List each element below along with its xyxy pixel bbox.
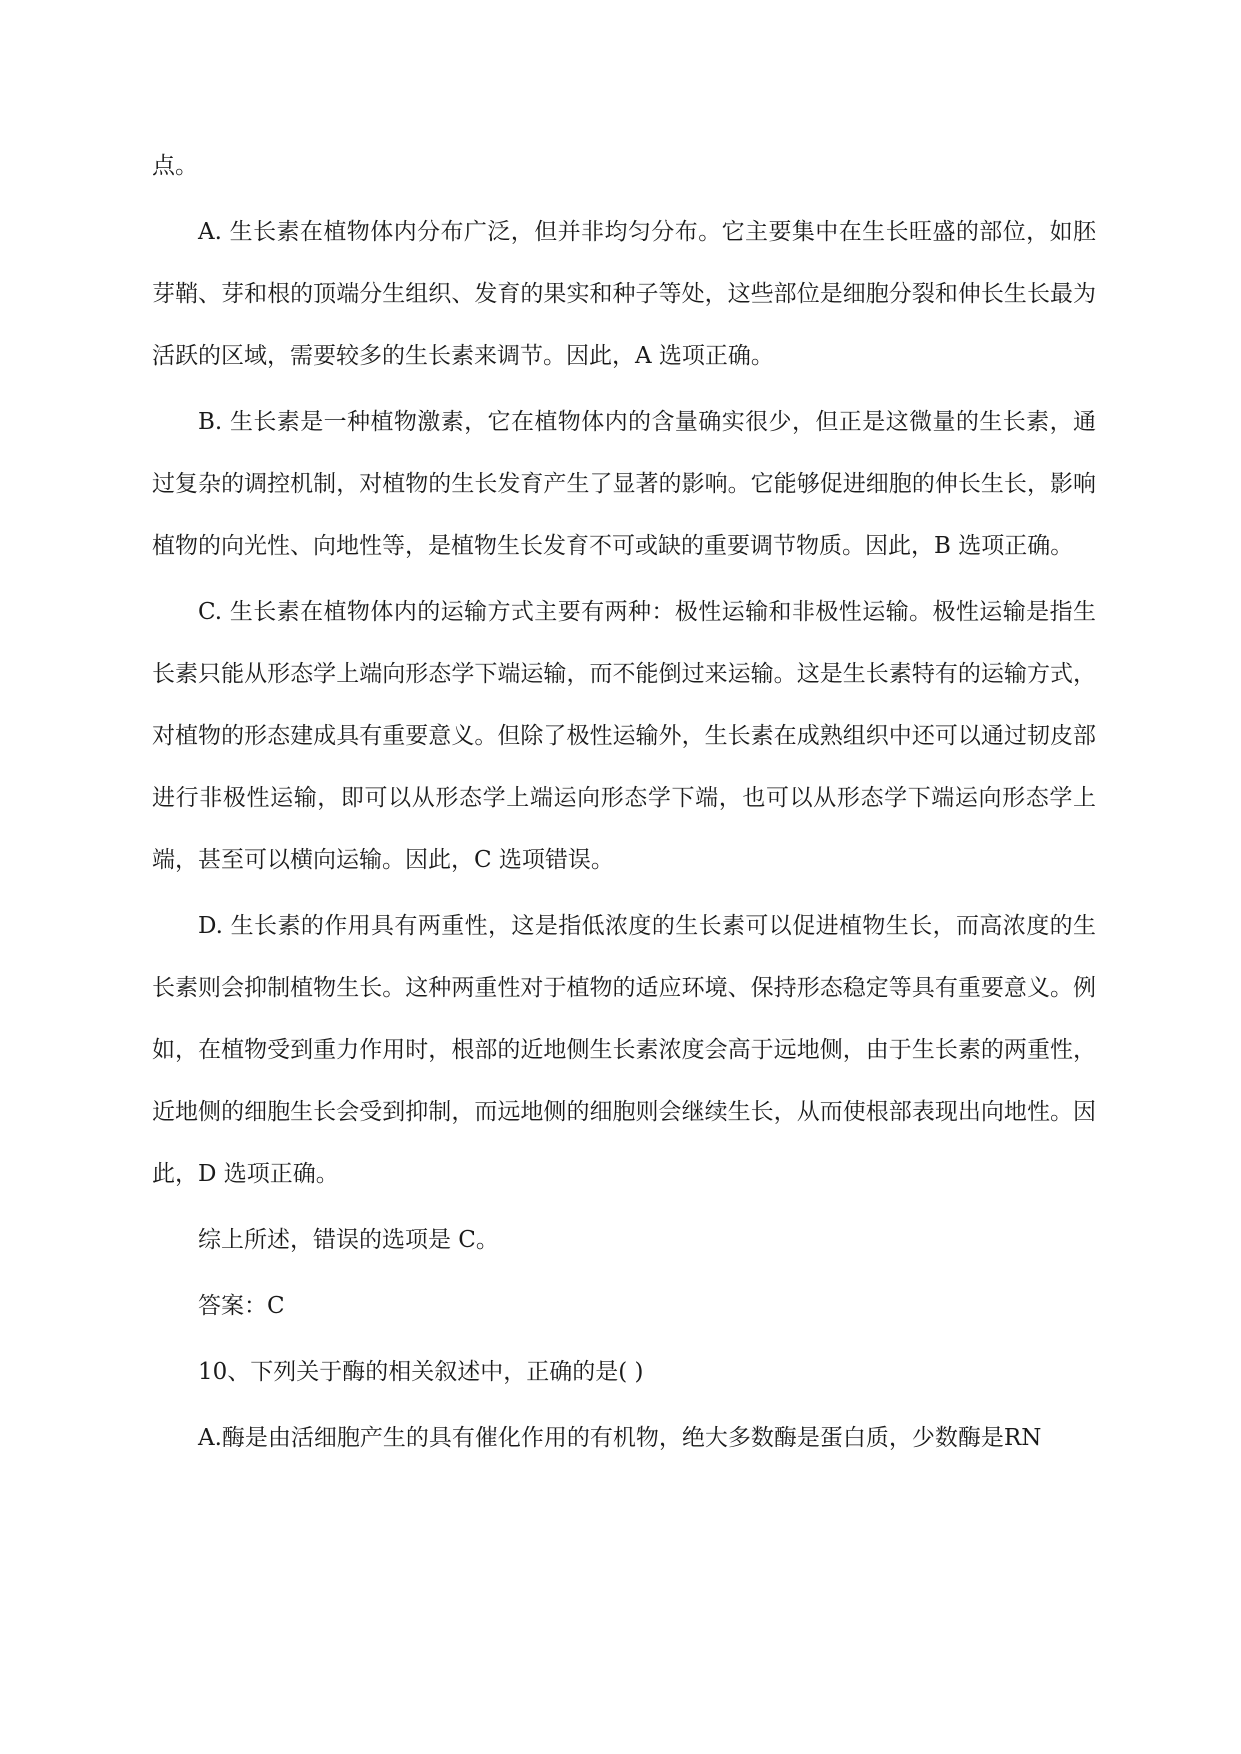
paragraph-continuation: 点。 — [152, 153, 198, 179]
paragraph-option-a-explanation: A. 生长素在植物体内分布广泛，但并非均匀分布。它主要集中在生长旺盛的部位，如胚芽鞘、芽和根的顶端分生组织、发育的果实和种子等处，这些部位是细胞分裂和伸长生长最为活跃的区域，需要较多的生长素来调节。因此，A 选项正确。 — [152, 219, 1096, 369]
paragraph-option-c-explanation: C. 生长素在植物体内的运输方式主要有两种：极性运输和非极性运输。极性运输是指生长素只能从形态学上端向形态学下端运输，而不能倒过来运输。这是生长素特有的运输方式，对植物的形态建成具有重要意义。但除了极性运输外，生长素在成熟组织中还可以通过韧皮部进行非极性运输，即可以从形态学上端运向形态学下端，也可以从形态学下端运向形态学上端，甚至可以横向运输。因此，C 选项错误。 — [152, 599, 1096, 873]
paragraph-option-b-explanation: B. 生长素是一种植物激素，它在植物体内的含量确实很少，但正是这微量的生长素，通过复杂的调控机制，对植物的生长发育产生了显著的影响。它能够促进细胞的伸长生长，影响植物的向光性、向地性等，是植物生长发育不可或缺的重要调节物质。因此，B 选项正确。 — [152, 409, 1096, 559]
paragraph-summary: 综上所述，错误的选项是 C。 — [198, 1227, 499, 1253]
paragraph-answer: 答案：C — [198, 1293, 285, 1319]
question-10-option-a: A.酶是由活细胞产生的具有催化作用的有机物，绝大多数酶是蛋白质，少数酶是RN — [198, 1425, 1042, 1451]
question-10-stem: 10、下列关于酶的相关叙述中，正确的是( ) — [198, 1359, 644, 1385]
document-body — [152, 135, 1096, 1469]
paragraph-option-d-explanation: D. 生长素的作用具有两重性，这是指低浓度的生长素可以促进植物生长，而高浓度的生长素则会抑制植物生长。这种两重性对于植物的适应环境、保持形态稳定等具有重要意义。例如，在植物受到重力作用时，根部的近地侧生长素浓度会高于远地侧，由于生长素的两重性，近地侧的细胞生长会受到抑制，而远地侧的细胞则会继续生长，从而使根部表现出向地性。因此，D 选项正确。 — [152, 913, 1096, 1187]
